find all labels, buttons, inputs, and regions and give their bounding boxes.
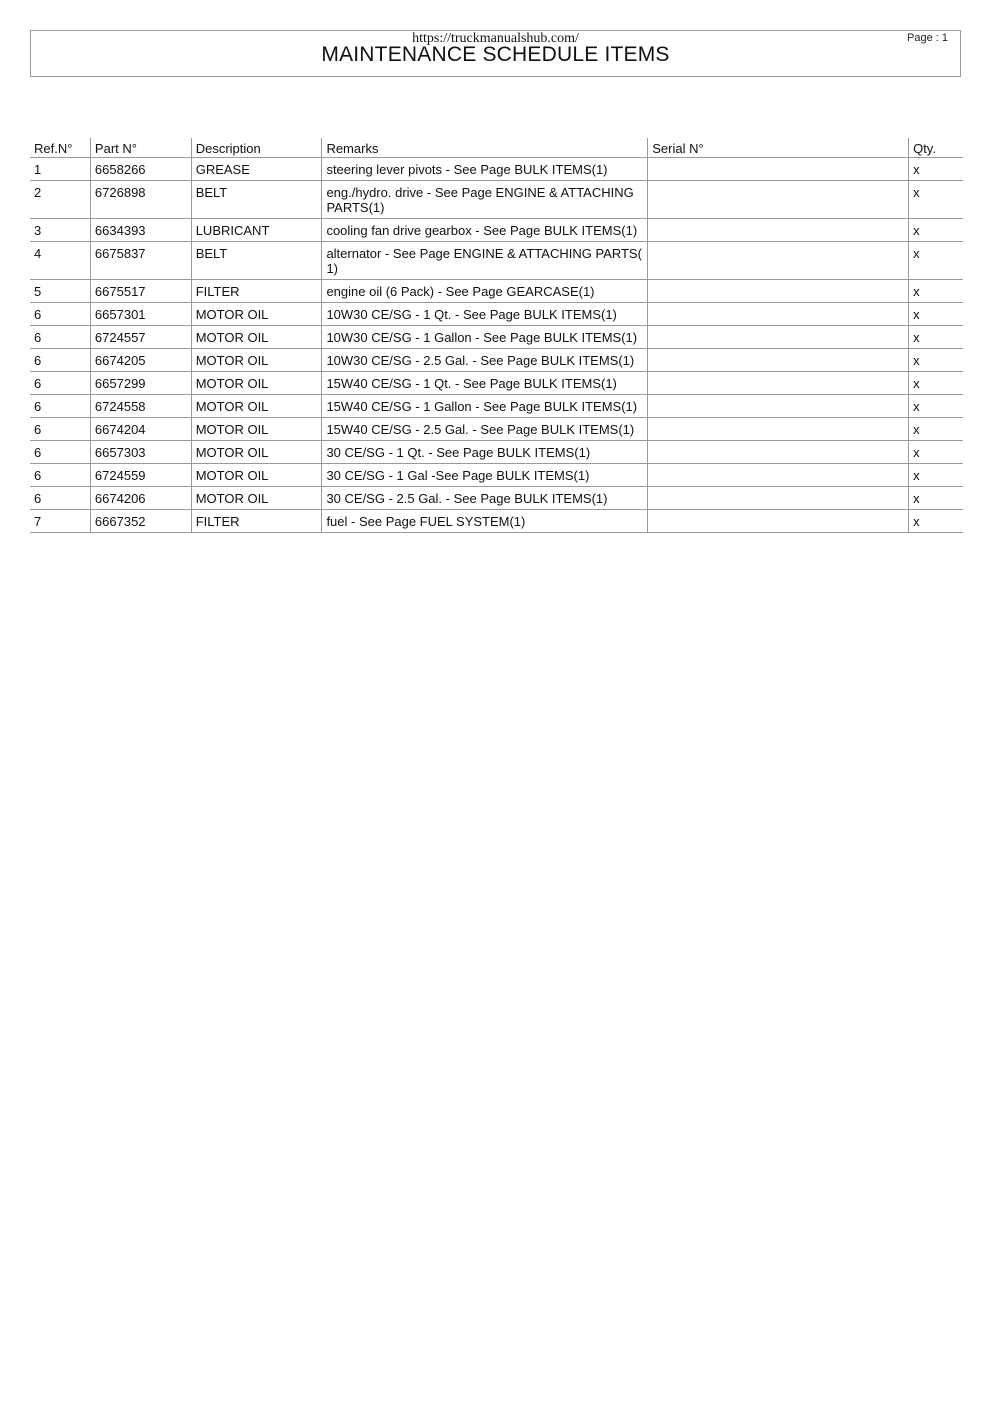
cell-remarks: 15W40 CE/SG - 1 Gallon - See Page BULK ITEMS(1): [322, 395, 648, 418]
cell-remarks: 30 CE/SG - 1 Qt. - See Page BULK ITEMS(1): [322, 441, 648, 464]
page-title: MAINTENANCE SCHEDULE ITEMS: [321, 43, 670, 66]
cell-serial: [648, 441, 909, 464]
cell-qty: x: [909, 487, 963, 510]
cell-serial: [648, 464, 909, 487]
cell-ref: 6: [30, 372, 90, 395]
cell-remarks: engine oil (6 Pack) - See Page GEARCASE(1): [322, 280, 648, 303]
cell-remarks: 10W30 CE/SG - 1 Gallon - See Page BULK ITEMS(1): [322, 326, 648, 349]
cell-remarks: alternator - See Page ENGINE & ATTACHING PARTS( 1): [322, 242, 648, 280]
cell-ref: 7: [30, 510, 90, 533]
column-header-qty: Qty.: [909, 138, 963, 158]
cell-remarks: 15W40 CE/SG - 2.5 Gal. - See Page BULK ITEMS(1): [322, 418, 648, 441]
cell-part-number: 6657303: [90, 441, 191, 464]
cell-part-number: 6674206: [90, 487, 191, 510]
cell-serial: [648, 158, 909, 181]
cell-qty: x: [909, 464, 963, 487]
cell-description: MOTOR OIL: [191, 464, 322, 487]
cell-part-number: 6724558: [90, 395, 191, 418]
table-row: [30, 303, 963, 326]
cell-part-number: 6724557: [90, 326, 191, 349]
document-header: [30, 30, 961, 77]
cell-serial: [648, 418, 909, 441]
cell-remarks: cooling fan drive gearbox - See Page BULK ITEMS(1): [322, 219, 648, 242]
cell-description: BELT: [191, 242, 322, 280]
cell-ref: 6: [30, 441, 90, 464]
cell-ref: 2: [30, 181, 90, 219]
cell-description: FILTER: [191, 510, 322, 533]
cell-ref: 6: [30, 395, 90, 418]
cell-remarks: 30 CE/SG - 2.5 Gal. - See Page BULK ITEMS(1): [322, 487, 648, 510]
cell-ref: 6: [30, 418, 90, 441]
table-row: [30, 242, 963, 280]
cell-ref: 3: [30, 219, 90, 242]
table-row: [30, 280, 963, 303]
cell-serial: [648, 326, 909, 349]
cell-serial: [648, 395, 909, 418]
cell-qty: x: [909, 219, 963, 242]
column-header-serial: Serial N°: [648, 138, 909, 158]
cell-description: MOTOR OIL: [191, 418, 322, 441]
table-row: [30, 464, 963, 487]
source-url[interactable]: https://truckmanualshub.com/: [412, 31, 579, 46]
cell-ref: 1: [30, 158, 90, 181]
table-row: [30, 181, 963, 219]
cell-description: MOTOR OIL: [191, 395, 322, 418]
cell-part-number: 6667352: [90, 510, 191, 533]
cell-qty: x: [909, 303, 963, 326]
cell-description: MOTOR OIL: [191, 303, 322, 326]
column-header-description: Description: [191, 138, 322, 158]
cell-serial: [648, 242, 909, 280]
column-header-remarks: Remarks: [322, 138, 648, 158]
cell-serial: [648, 349, 909, 372]
column-header-ref: Ref.N°: [30, 138, 90, 158]
cell-description: MOTOR OIL: [191, 349, 322, 372]
cell-description: MOTOR OIL: [191, 487, 322, 510]
cell-remarks: 10W30 CE/SG - 1 Qt. - See Page BULK ITEMS(1): [322, 303, 648, 326]
cell-part-number: 6634393: [90, 219, 191, 242]
cell-ref: 6: [30, 326, 90, 349]
cell-part-number: 6674205: [90, 349, 191, 372]
cell-qty: x: [909, 280, 963, 303]
cell-ref: 6: [30, 349, 90, 372]
cell-part-number: 6675517: [90, 280, 191, 303]
cell-serial: [648, 303, 909, 326]
cell-ref: 5: [30, 280, 90, 303]
cell-part-number: 6658266: [90, 158, 191, 181]
cell-qty: x: [909, 158, 963, 181]
cell-qty: x: [909, 510, 963, 533]
cell-description: MOTOR OIL: [191, 326, 322, 349]
cell-ref: 6: [30, 303, 90, 326]
cell-serial: [648, 510, 909, 533]
table-row: [30, 219, 963, 242]
cell-description: FILTER: [191, 280, 322, 303]
cell-serial: [648, 219, 909, 242]
page-number: Page : 1: [907, 32, 948, 44]
table-row: [30, 487, 963, 510]
cell-ref: 6: [30, 464, 90, 487]
cell-part-number: 6674204: [90, 418, 191, 441]
cell-remarks: 30 CE/SG - 1 Gal -See Page BULK ITEMS(1): [322, 464, 648, 487]
cell-ref: 4: [30, 242, 90, 280]
cell-remarks: 10W30 CE/SG - 2.5 Gal. - See Page BULK ITEMS(1): [322, 349, 648, 372]
cell-qty: x: [909, 395, 963, 418]
table-row: [30, 326, 963, 349]
cell-description: MOTOR OIL: [191, 372, 322, 395]
cell-description: GREASE: [191, 158, 322, 181]
column-header-part: Part N°: [90, 138, 191, 158]
table-body: [30, 158, 963, 533]
cell-qty: x: [909, 242, 963, 280]
cell-qty: x: [909, 418, 963, 441]
cell-serial: [648, 372, 909, 395]
cell-part-number: 6675837: [90, 242, 191, 280]
cell-remarks: fuel - See Page FUEL SYSTEM(1): [322, 510, 648, 533]
cell-qty: x: [909, 372, 963, 395]
parts-table: [30, 138, 963, 533]
cell-part-number: 6657299: [90, 372, 191, 395]
cell-part-number: 6724559: [90, 464, 191, 487]
cell-qty: x: [909, 441, 963, 464]
table-header-row: [30, 138, 963, 158]
table-row: [30, 372, 963, 395]
cell-part-number: 6726898: [90, 181, 191, 219]
cell-serial: [648, 181, 909, 219]
cell-remarks: 15W40 CE/SG - 1 Qt. - See Page BULK ITEMS(1): [322, 372, 648, 395]
cell-description: BELT: [191, 181, 322, 219]
cell-remarks: steering lever pivots - See Page BULK ITEMS(1): [322, 158, 648, 181]
table-row: [30, 418, 963, 441]
cell-qty: x: [909, 349, 963, 372]
table-row: [30, 441, 963, 464]
cell-part-number: 6657301: [90, 303, 191, 326]
cell-description: MOTOR OIL: [191, 441, 322, 464]
cell-qty: x: [909, 326, 963, 349]
table-row: [30, 395, 963, 418]
cell-serial: [648, 280, 909, 303]
cell-serial: [648, 487, 909, 510]
cell-remarks: eng./hydro. drive - See Page ENGINE & ATTACHING PARTS(1): [322, 181, 648, 219]
table-row: [30, 349, 963, 372]
table-row: [30, 158, 963, 181]
cell-ref: 6: [30, 487, 90, 510]
cell-qty: x: [909, 181, 963, 219]
cell-description: LUBRICANT: [191, 219, 322, 242]
table-row: [30, 510, 963, 533]
